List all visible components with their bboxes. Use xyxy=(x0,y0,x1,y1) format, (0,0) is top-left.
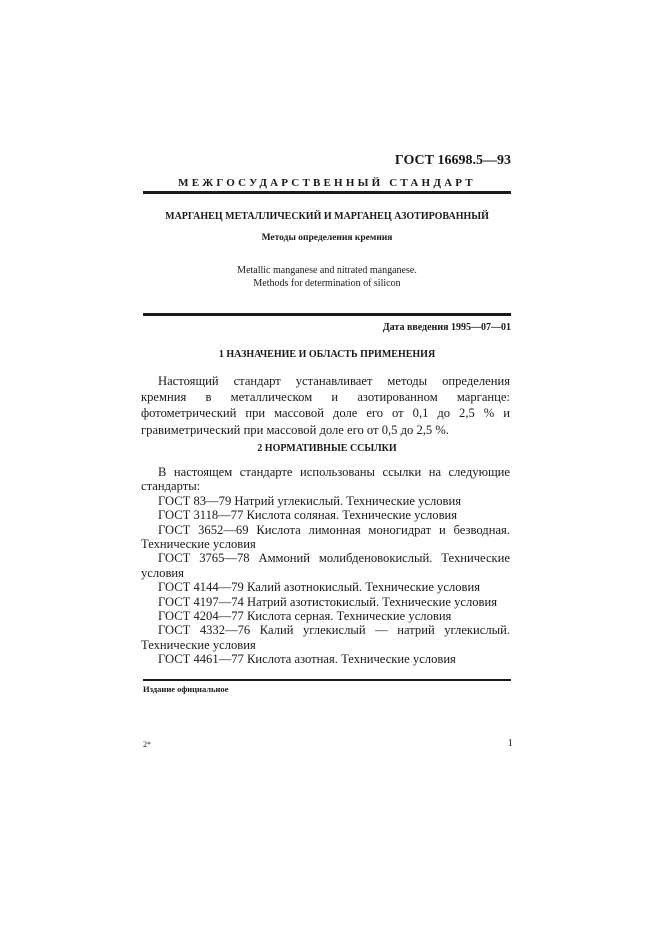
reference-item: ГОСТ 4332—76 Калий углекислый — натрий углекислый. Технические условия xyxy=(141,623,510,652)
standard-type: МЕЖГОСУДАРСТВЕННЫЙ СТАНДАРТ xyxy=(178,177,476,189)
reference-item: ГОСТ 4144—79 Калий азотнокислый. Технические условия xyxy=(158,580,481,595)
intro-date: Дата введения 1995—07—01 xyxy=(382,322,511,333)
reference-item: ГОСТ 3765—78 Аммоний молибденовокислый. Технические условия xyxy=(141,551,510,580)
title-en-line1: Metallic manganese and nitrated manganese. xyxy=(237,265,417,276)
page-number: 1 xyxy=(507,737,513,749)
section1-heading: 1 НАЗНАЧЕНИЕ И ОБЛАСТЬ ПРИМЕНЕНИЯ xyxy=(218,349,436,360)
reference-item: ГОСТ 3652—69 Кислота лимонная моногидрат и безводная. Технические условия xyxy=(141,522,510,552)
title-rule xyxy=(143,313,511,316)
references-intro: В настоящем стандарте использованы ссылки на следующие стандарты: xyxy=(141,465,510,494)
reference-item: ГОСТ 83—79 Натрий углекислый. Технические условия xyxy=(158,493,462,508)
subtitle-ru: Методы определения кремния xyxy=(261,233,393,243)
reference-item: ГОСТ 4204—77 Кислота серная. Технические условия xyxy=(158,609,452,624)
footer-rule xyxy=(143,679,511,681)
section2-heading: 2 НОРМАТИВНЫЕ ССЫЛКИ xyxy=(257,443,397,454)
section1-text: Настоящий стандарт устанавливает методы определения кремния в металлическом и азотированном марганце: фотометрический при массовой доле его от 0,1 до 2,5 % и гравиметрический при массовой доле его от 0,5 до 2,5 %. xyxy=(141,374,510,437)
references-list xyxy=(141,465,510,667)
reference-item: ГОСТ 4197—74 Натрий азотистокислый. Технические условия xyxy=(158,594,498,609)
header-rule xyxy=(143,191,511,194)
title-ru: МАРГАНЕЦ МЕТАЛЛИЧЕСКИЙ И МАРГАНЕЦ АЗОТИРОВАННЫЙ xyxy=(165,211,489,222)
section1-paragraph xyxy=(141,373,510,438)
gost-code: ГОСТ 16698.5—93 xyxy=(394,153,511,168)
title-en-line2: Methods for determination of silicon xyxy=(253,278,401,289)
title-en xyxy=(143,264,511,290)
printer-signature: 2* xyxy=(143,740,151,749)
official-edition-label: Издание официальное xyxy=(143,684,229,694)
reference-item: ГОСТ 3118—77 Кислота соляная. Технические условия xyxy=(158,508,458,523)
reference-item: ГОСТ 4461—77 Кислота азотная. Технические условия xyxy=(158,652,456,667)
